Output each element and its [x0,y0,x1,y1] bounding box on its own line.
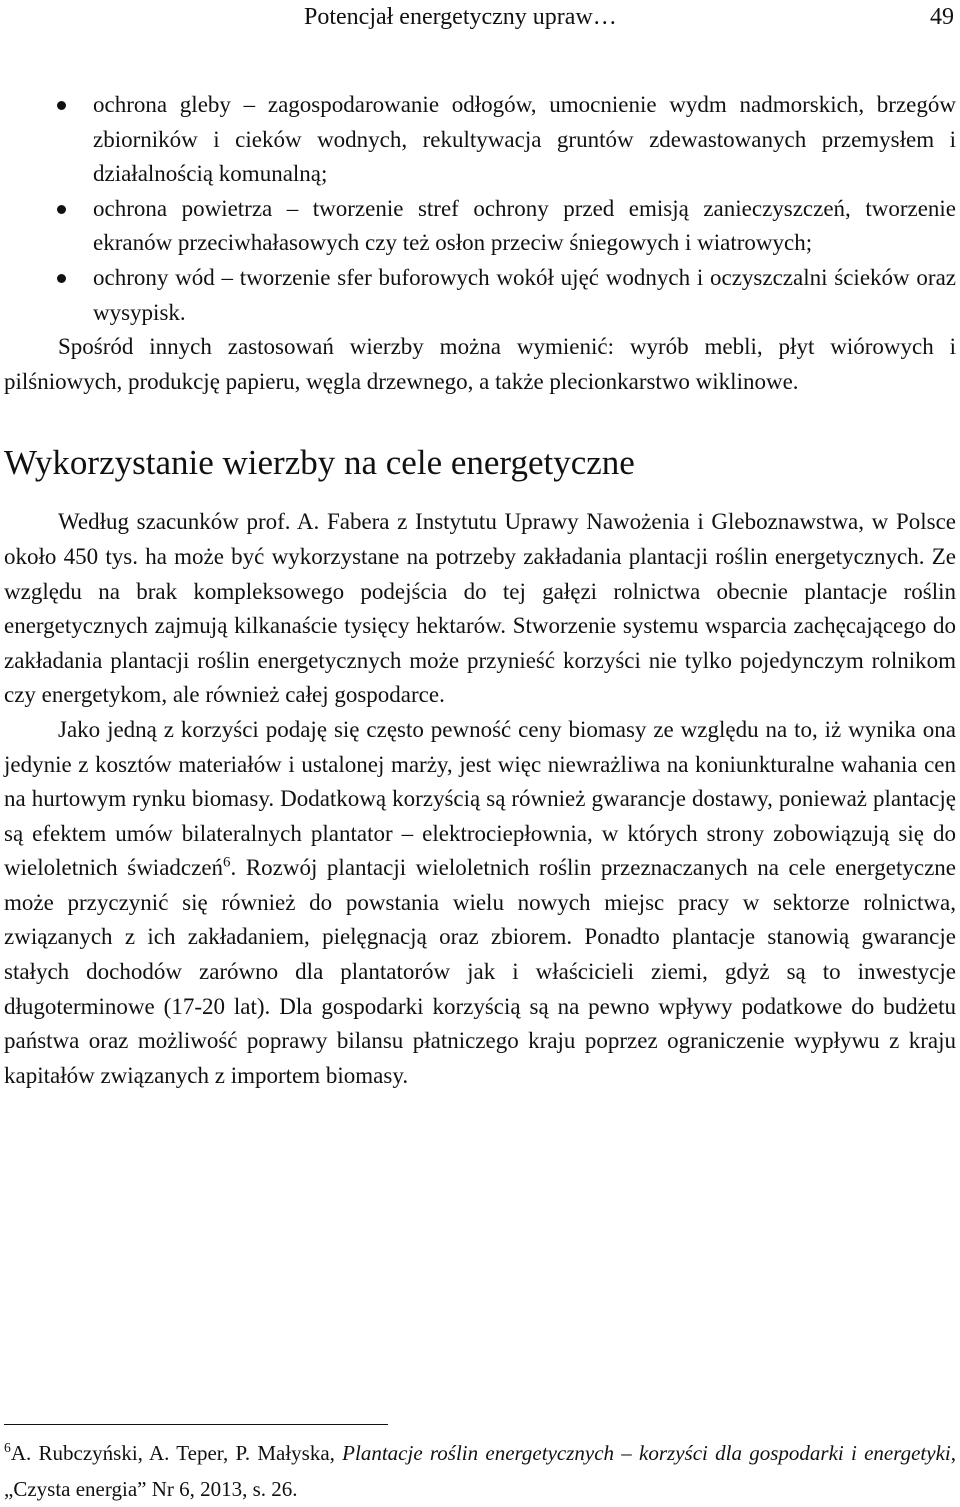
paragraph-text: . Rozwój plantacji wieloletnich roślin przeznaczanych na cele energetyczne może przyczynić się również do powstania wielu nowych miejsc pracy w sektorze rolnictwa, związanych z ich zakładaniem, pielęgnacją oraz zbiorem. Ponadto plantacje stanowią gwarancje stałych dochodów zarówno dla plantatorów jak i właścicieli ziemi, gdyż są to inwestycje długoterminowe (17-20 lat). Dla gospodarki korzyścią są na pewno wpływy podatkowe do budżetu państwa oraz możliwość poprawy bilansu płatniczego kraju poprzez ograniczenie wypływu z kraju kapitałów związanych z importem biomasy. [4,855,956,1088]
list-item [4,261,956,330]
paragraph-text: Jako jedną z korzyści podaję się często pewność ceny biomasy ze względu na to, iż wynika ona jedynie z kosztów materiałów i ustalonej marży, jest więc niewrażliwa na koniunkturalne wahania cen na hurtowym rynku biomasy. Dodatkową korzyścią są również gwarancje dostawy, ponieważ plantację są efektem umów bilateralnych plantator – elektrociepłownia, w których strony zobowiązują się do wieloletnich świadczeń [4,716,956,881]
paragraph [4,713,956,1094]
list-item-text: ochrona gleby – zagospodarowanie odłogów, umocnienie wydm nadmorskich, brzegów zbiorników i cieków wodnych, rekultywacja gruntów zdewastowanych przemysłem i działalnością komunalną; [93,92,956,187]
list-item-text: ochrony wód – tworzenie sfer buforowych wokół ujęć wodnych i oczyszczalni ścieków oraz wysypisk. [93,264,956,325]
footnote-number: 6 [4,1440,11,1455]
footnote-reference: 6 [223,854,231,871]
footnote-title: Plantacje roślin energetycznych – korzyści dla gospodarki i energetyki [342,1441,951,1465]
list-item [4,88,956,192]
footnote [4,1435,956,1507]
list-item-text: ochrona powietrza – tworzenie stref ochrony przed emisją zanieczyszczeń, tworzenie ekranów przeciwhałasowych czy też osłon przeciw śniegowych i wiatrowych; [93,195,956,256]
bullet-icon [57,205,66,214]
footnote-divider [4,1424,388,1425]
footnote-source: , „Czysta energia” Nr 6, 2013, s. 26. [4,1441,956,1501]
footnotes [4,1424,956,1507]
page-number: 49 [930,4,954,30]
list-item [4,192,956,261]
section-heading: Wykorzystanie wierzby na cele energetyczne [4,443,635,483]
footnote-authors: A. Rubczyński, A. Teper, P. Małyska, [10,1441,343,1465]
body-text [4,88,956,1093]
paragraph: Spośród innych zastosowań wierzby można wymienić: wyrób mebli, płyt wiórowych i pilśniowych, produkcję papieru, węgla drzewnego, a także plecionkarstwo wiklinowe. [4,334,956,394]
bullet-icon [57,101,66,110]
bullet-icon [57,274,66,283]
paragraph: Według szacunków prof. A. Fabera z Instytutu Uprawy Nawożenia i Gleboznawstwa, w Polsce około 450 tys. ha może być wykorzystane na potrzeby zakładania plantacji roślin energetycznych. Ze względu na brak kompleksowego podejścia do tej gałęzi rolnictwa obecnie plantacje roślin energetycznych zajmują kilkanaście tysięcy hektarów. Stworzenie systemu wsparcia zachęcającego do zakładania plantacji roślin energetycznych może przynieść korzyści nie tylko pojedynczym rolnikom czy energetykom, ale również całej gospodarce. [4,509,956,708]
running-header-title: Potencjał energetyczny upraw… [304,4,617,30]
bullet-list [4,88,956,330]
